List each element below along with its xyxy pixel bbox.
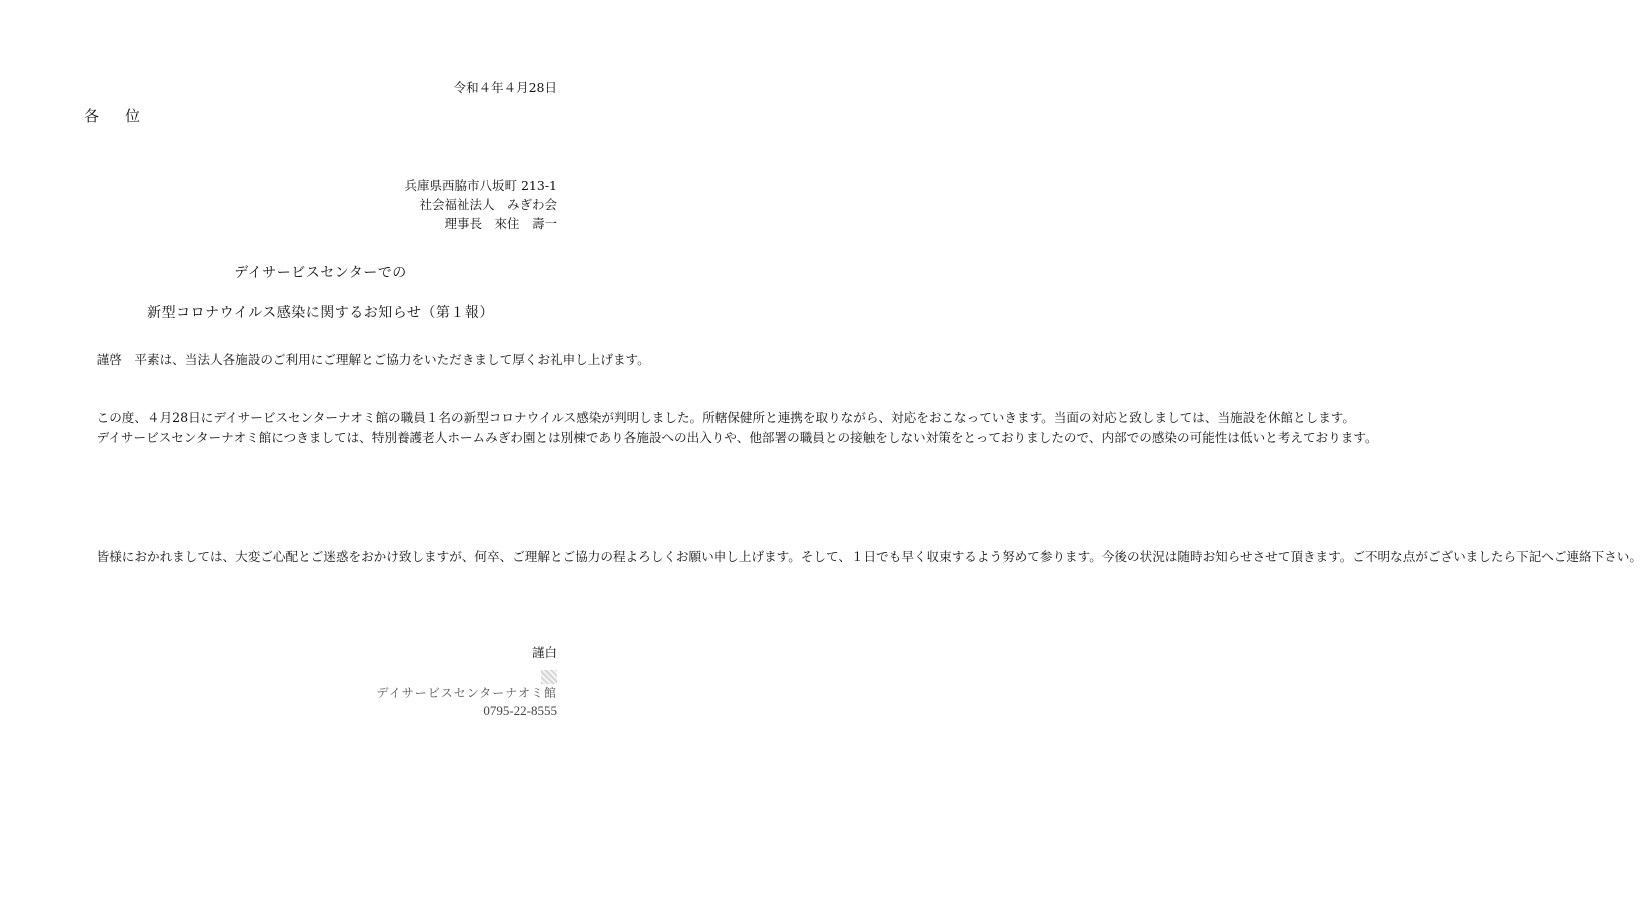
body-paragraph-2 — [84, 408, 1378, 447]
sender-organization: 社会福祉法人 みぎわ会 — [419, 197, 557, 212]
closing-word: 謹白 — [531, 645, 557, 660]
sender-representative: 理事長 來住 壽一 — [444, 216, 557, 231]
body-paragraph-2b-text: デイサービスセンターナオミ館につきましては、特別養護老人ホームみぎわ園とは別棟であり各施設への出入りや、他部署の職員との接触をしない対策をとっておりましたので、内部での感染の可能性は低いと考えております。 — [96, 429, 1378, 445]
sender-block — [404, 176, 557, 233]
body-paragraph-1 — [84, 350, 650, 370]
seal-stamp — [541, 670, 557, 684]
sender-address: 兵庫県西脇市八坂町 213-1 — [404, 178, 557, 193]
document-title-line1: デイサービスセンターでの — [234, 265, 407, 281]
facility-name: デイサービスセンターナオミ館 — [376, 686, 557, 700]
body-paragraph-2a-text: この度、４月28日にデイサービスセンターナオミ館の職員１名の新型コロナウイルス感染が判明しました。所轄保健所と連携を取りながら、対応をおこなっていきます。当面の対応と致しましては、当施設を休館とします。 — [96, 410, 1355, 425]
addressee: 各位 — [84, 107, 167, 125]
body-paragraph-3-text: 皆様におかれましては、大変ご心配とご迷惑をおかけ致しますが、何卒、ご理解とご協力の程よろしくお願い申し上げます。そして、１日でも早く収束するよう努めて参ります。今後の状況は随時お知らせさせて頂きます。ご不明な点がございましたら下記へご連絡下さい。 — [96, 549, 1642, 564]
body-paragraph-1-text: 謹啓 平素は、当法人各施設のご利用にご理解とご協力をいただきまして厚くお礼申し上げます。 — [96, 352, 650, 367]
body-paragraph-3 — [84, 547, 1642, 567]
document-date: 令和４年４月28日 — [453, 80, 557, 95]
document-title-line2: 新型コロナウイルス感染に関するお知らせ（第１報） — [147, 305, 494, 321]
phone-number: 0795-22-8555 — [483, 703, 557, 718]
